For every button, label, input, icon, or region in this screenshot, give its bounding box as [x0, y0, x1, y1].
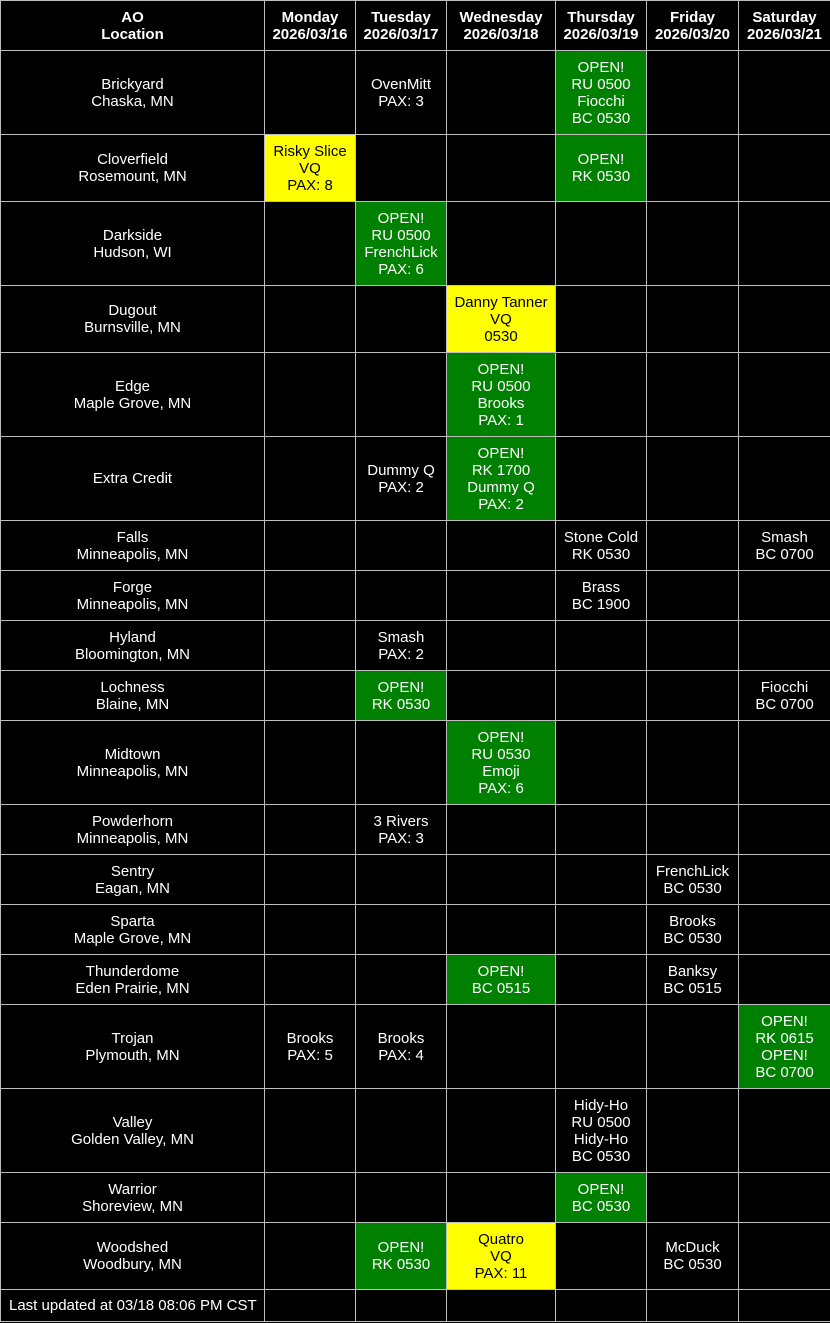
- empty-cell: [447, 521, 556, 571]
- empty-cell: [739, 905, 830, 955]
- table-row: [1, 1173, 830, 1223]
- empty-cell: [647, 1173, 739, 1223]
- cell-line: Emoji: [482, 762, 520, 780]
- schedule-cell-yellow: [447, 286, 556, 353]
- cell-line: PAX: 2: [478, 495, 524, 513]
- cell-line: OPEN!: [477, 728, 525, 746]
- cell-line: OvenMitt: [370, 75, 431, 93]
- cell-line: VQ: [299, 159, 321, 177]
- cell-line: BC 0700: [755, 545, 814, 563]
- table-row: [1, 905, 830, 955]
- empty-cell: [647, 353, 739, 437]
- cell-line: 2026/03/16: [272, 25, 348, 43]
- table-row: [1, 51, 830, 135]
- empty-cell: [356, 855, 447, 905]
- cell-line: RK 0615: [755, 1029, 814, 1047]
- cell-line: PAX: 3: [378, 92, 424, 110]
- empty-cell: [447, 1089, 556, 1173]
- cell-line: Maple Grove, MN: [73, 929, 192, 947]
- empty-cell: [265, 1223, 356, 1290]
- cell-line: VQ: [490, 310, 512, 328]
- empty-cell: [447, 135, 556, 202]
- schedule-cell-green: [356, 671, 447, 721]
- table-row: [1, 521, 830, 571]
- schedule-cell-green: [556, 1173, 647, 1223]
- schedule-cell-yellow: [447, 1223, 556, 1290]
- cell-line: OPEN!: [477, 962, 525, 980]
- empty-cell: [647, 621, 739, 671]
- schedule-cell-plain: [647, 1223, 739, 1290]
- cell-line: 2026/03/19: [563, 25, 639, 43]
- header-day-friday: [647, 1, 739, 51]
- ao-location-hyland: [1, 621, 265, 671]
- cell-line: PAX: 6: [378, 260, 424, 278]
- ao-location-sparta: [1, 905, 265, 955]
- cell-line: PAX: 11: [474, 1264, 528, 1282]
- empty-cell: [265, 571, 356, 621]
- empty-cell: [265, 955, 356, 1005]
- cell-line: OPEN!: [577, 1180, 625, 1198]
- cell-line: Brooks: [669, 912, 716, 930]
- empty-cell: [647, 1290, 739, 1322]
- empty-cell: [556, 437, 647, 521]
- table-row: [1, 135, 830, 202]
- empty-cell: [739, 955, 830, 1005]
- empty-cell: [356, 521, 447, 571]
- empty-cell: [356, 286, 447, 353]
- last-updated: Last updated at 03/18 08:06 PM CST: [1, 1290, 265, 1322]
- cell-line: Falls: [116, 528, 149, 546]
- ao-location-powderhorn: [1, 805, 265, 855]
- cell-line: OPEN!: [577, 58, 625, 76]
- cell-line: RK 1700: [471, 461, 531, 479]
- empty-cell: [739, 286, 830, 353]
- cell-line: OPEN!: [477, 360, 525, 378]
- table-row: [1, 955, 830, 1005]
- table-row: [1, 353, 830, 437]
- cell-line: Brooks: [477, 394, 525, 412]
- cell-line: Edge: [114, 377, 151, 395]
- cell-line: Warrior: [108, 1180, 157, 1198]
- cell-line: Bloomington, MN: [74, 645, 191, 663]
- cell-line: Trojan: [111, 1029, 154, 1047]
- empty-cell: [556, 955, 647, 1005]
- empty-cell: [556, 1290, 647, 1322]
- cell-line: Stone Cold: [563, 528, 639, 546]
- empty-cell: [739, 202, 830, 286]
- empty-cell: [265, 353, 356, 437]
- cell-line: Hidy-Ho: [573, 1096, 629, 1114]
- schedule-cell-green: [739, 1005, 830, 1089]
- cell-line: Fiocchi: [760, 678, 809, 696]
- empty-cell: [739, 135, 830, 202]
- cell-line: Sentry: [110, 862, 155, 880]
- cell-line: RU 0500: [471, 377, 531, 395]
- schedule-cell-green: [447, 353, 556, 437]
- empty-cell: [647, 521, 739, 571]
- header-day-wednesday: [447, 1, 556, 51]
- schedule-cell-plain: [356, 437, 447, 521]
- cell-line: Midtown: [104, 745, 161, 763]
- cell-line: BC 0700: [755, 695, 814, 713]
- empty-cell: [647, 286, 739, 353]
- cell-line: 2026/03/20: [654, 25, 731, 43]
- cell-line: OPEN!: [477, 444, 525, 462]
- empty-cell: [739, 1089, 830, 1173]
- cell-line: Valley: [112, 1113, 153, 1131]
- empty-cell: [647, 805, 739, 855]
- cell-line: BC 0515: [663, 979, 722, 997]
- cell-line: Minneapolis, MN: [76, 829, 189, 847]
- cell-line: Fiocchi: [577, 92, 625, 110]
- empty-cell: [647, 721, 739, 805]
- empty-cell: [447, 571, 556, 621]
- empty-cell: [647, 571, 739, 621]
- cell-line: OPEN!: [377, 678, 425, 696]
- cell-line: Brooks: [286, 1029, 334, 1047]
- empty-cell: [447, 1005, 556, 1089]
- cell-line: Lochness: [100, 678, 165, 696]
- header-row: [1, 1, 830, 51]
- cell-line: OPEN!: [761, 1046, 808, 1064]
- cell-line: PAX: 1: [478, 411, 524, 429]
- empty-cell: [647, 1005, 739, 1089]
- empty-cell: [556, 621, 647, 671]
- empty-cell: [447, 671, 556, 721]
- cell-line: PAX: 3: [378, 829, 424, 847]
- empty-cell: [447, 1173, 556, 1223]
- schedule-cell-plain: [265, 1005, 356, 1089]
- header-day-monday: [265, 1, 356, 51]
- empty-cell: [556, 1223, 647, 1290]
- table-row: [1, 621, 830, 671]
- empty-cell: [739, 571, 830, 621]
- cell-line: RK 0530: [371, 695, 431, 713]
- empty-cell: [556, 202, 647, 286]
- cell-line: Maple Grove, MN: [73, 394, 192, 412]
- table-row: [1, 1005, 830, 1089]
- header-day-tuesday: [356, 1, 447, 51]
- cell-line: Monday: [281, 8, 339, 26]
- schedule-cell-green: [556, 51, 647, 135]
- empty-cell: [265, 855, 356, 905]
- empty-cell: [265, 1290, 356, 1322]
- cell-line: Minneapolis, MN: [76, 595, 189, 613]
- ao-location-edge: [1, 353, 265, 437]
- cell-line: RK 0530: [571, 545, 631, 563]
- table-row: [1, 721, 830, 805]
- cell-line: Forge: [112, 578, 153, 596]
- schedule-cell-plain: [556, 571, 647, 621]
- cell-line: Woodbury, MN: [83, 1256, 182, 1273]
- empty-cell: [356, 1290, 447, 1322]
- cell-line: Smash: [377, 628, 425, 646]
- empty-cell: [647, 671, 739, 721]
- empty-cell: [356, 905, 447, 955]
- schedule-cell-green: [447, 955, 556, 1005]
- cell-line: Minneapolis, MN: [76, 762, 189, 780]
- empty-cell: [739, 437, 830, 521]
- cell-line: McDuck: [665, 1239, 720, 1256]
- empty-cell: [556, 1005, 647, 1089]
- cell-line: BC 0530: [571, 1197, 631, 1215]
- cell-line: Quatro: [478, 1230, 524, 1248]
- cell-line: Golden Valley, MN: [71, 1130, 194, 1148]
- cell-line: FrenchLick: [364, 243, 438, 261]
- schedule-cell-plain: [556, 1089, 647, 1173]
- cell-line: OPEN!: [377, 1239, 425, 1256]
- cell-line: Location: [101, 25, 164, 43]
- empty-cell: [265, 671, 356, 721]
- table-row: [1, 855, 830, 905]
- ao-location-extra-credit: [1, 437, 265, 521]
- empty-cell: [556, 905, 647, 955]
- empty-cell: [265, 1173, 356, 1223]
- cell-line: BC 0530: [571, 109, 631, 127]
- empty-cell: [647, 202, 739, 286]
- schedule-cell-plain: [647, 955, 739, 1005]
- empty-cell: [739, 721, 830, 805]
- cell-line: Hyland: [109, 628, 156, 646]
- empty-cell: [356, 135, 447, 202]
- schedule-cell-plain: [356, 805, 447, 855]
- empty-cell: [265, 437, 356, 521]
- cell-line: Banksy: [667, 962, 718, 980]
- cell-line: AO: [121, 8, 144, 26]
- empty-cell: [647, 51, 739, 135]
- empty-cell: [356, 571, 447, 621]
- schedule-cell-plain: [739, 671, 830, 721]
- cell-line: Eden Prairie, MN: [75, 979, 190, 997]
- cell-line: Tuesday: [371, 8, 431, 26]
- cell-line: 2026/03/21: [746, 25, 823, 43]
- schedule-cell-plain: [647, 905, 739, 955]
- cell-line: Saturday: [752, 8, 817, 26]
- cell-line: VQ: [490, 1247, 512, 1265]
- schedule-cell-plain: [739, 521, 830, 571]
- empty-cell: [739, 1173, 830, 1223]
- cell-line: BC 0530: [663, 929, 722, 947]
- cell-line: Minneapolis, MN: [76, 545, 189, 563]
- empty-cell: [265, 521, 356, 571]
- header-day-saturday: [739, 1, 830, 51]
- empty-cell: [739, 621, 830, 671]
- cell-line: Eagan, MN: [94, 879, 171, 897]
- cell-line: Woodshed: [96, 1239, 169, 1256]
- empty-cell: [265, 286, 356, 353]
- ao-location-midtown: [1, 721, 265, 805]
- empty-cell: [556, 721, 647, 805]
- cell-line: Shoreview, MN: [82, 1197, 183, 1215]
- cell-line: Brooks: [377, 1029, 425, 1047]
- cell-line: Friday: [669, 8, 715, 26]
- table-row: [1, 671, 830, 721]
- empty-cell: [265, 1089, 356, 1173]
- cell-line: Burnsville, MN: [84, 319, 181, 336]
- empty-cell: [447, 202, 556, 286]
- schedule-cell-green: [556, 135, 647, 202]
- cell-line: PAX: 4: [378, 1046, 424, 1064]
- empty-cell: [739, 1290, 830, 1322]
- cell-line: Danny Tanner: [454, 293, 548, 311]
- cell-line: Brickyard: [101, 75, 164, 93]
- cell-line: PAX: 2: [378, 478, 424, 496]
- schedule-cell-green: [356, 202, 447, 286]
- cell-line: BC 0700: [755, 1063, 814, 1081]
- empty-cell: [265, 905, 356, 955]
- empty-cell: [647, 135, 739, 202]
- ao-location-dugout: [1, 286, 265, 353]
- empty-cell: [556, 855, 647, 905]
- empty-cell: [447, 621, 556, 671]
- ao-location-woodshed: [1, 1223, 265, 1290]
- cell-line: Sparta: [110, 912, 155, 930]
- ao-location-forge: [1, 571, 265, 621]
- cell-line: Dummy Q: [367, 461, 435, 479]
- cell-line: Risky Slice: [273, 142, 347, 160]
- empty-cell: [739, 855, 830, 905]
- empty-cell: [647, 1089, 739, 1173]
- empty-cell: [556, 286, 647, 353]
- cell-line: Dugout: [108, 302, 157, 319]
- cell-line: 3 Rivers: [373, 812, 429, 830]
- table-row: [1, 437, 830, 521]
- schedule-cell-green: [447, 721, 556, 805]
- cell-line: OPEN!: [577, 151, 625, 168]
- empty-cell: [356, 955, 447, 1005]
- empty-cell: [739, 805, 830, 855]
- cell-line: RU 0500: [571, 75, 631, 93]
- cell-line: BC 0530: [571, 1147, 631, 1165]
- schedule-cell-green: [447, 437, 556, 521]
- ao-location-trojan: [1, 1005, 265, 1089]
- table-row: [1, 1089, 830, 1173]
- empty-cell: [356, 353, 447, 437]
- cell-line: Chaska, MN: [91, 92, 174, 110]
- cell-line: 2026/03/17: [363, 25, 439, 43]
- cell-line: RU 0500: [371, 226, 431, 244]
- schedule-cell-plain: [356, 621, 447, 671]
- cell-line: OPEN!: [761, 1012, 808, 1030]
- empty-cell: [447, 855, 556, 905]
- cell-line: Hudson, WI: [93, 243, 172, 261]
- cell-line: Rosemount, MN: [78, 168, 187, 185]
- empty-cell: [356, 1089, 447, 1173]
- cell-line: Dummy Q: [467, 478, 535, 496]
- empty-cell: [556, 805, 647, 855]
- cell-line: 0530: [484, 327, 518, 345]
- ao-location-sentry: [1, 855, 265, 905]
- table-row: [1, 286, 830, 353]
- cell-line: Brass: [581, 578, 621, 596]
- empty-cell: [265, 202, 356, 286]
- cell-line: Blaine, MN: [95, 695, 170, 713]
- empty-cell: [647, 437, 739, 521]
- cell-line: BC 0530: [663, 879, 722, 897]
- footer-row: [1, 1290, 830, 1322]
- cell-line: Thursday: [567, 8, 635, 26]
- empty-cell: [739, 353, 830, 437]
- cell-line: RU 0500: [571, 1113, 631, 1131]
- schedule-cell-plain: [647, 855, 739, 905]
- schedule-cell-green: [356, 1223, 447, 1290]
- ao-location-cloverfield: [1, 135, 265, 202]
- cell-line: PAX: 5: [287, 1046, 333, 1064]
- cell-line: FrenchLick: [655, 862, 730, 880]
- ao-location-falls: [1, 521, 265, 571]
- table-row: [1, 202, 830, 286]
- empty-cell: [556, 671, 647, 721]
- empty-cell: [739, 51, 830, 135]
- cell-line: PAX: 2: [378, 645, 424, 663]
- empty-cell: [447, 51, 556, 135]
- schedule-cell-plain: [356, 1005, 447, 1089]
- empty-cell: [265, 51, 356, 135]
- cell-line: BC 0515: [471, 979, 531, 997]
- cell-line: RK 0530: [571, 168, 631, 185]
- cell-line: Thunderdome: [85, 962, 180, 980]
- empty-cell: [739, 1223, 830, 1290]
- schedule-cell-plain: [356, 51, 447, 135]
- empty-cell: [265, 805, 356, 855]
- header-day-thursday: [556, 1, 647, 51]
- empty-cell: [265, 721, 356, 805]
- header-location: [1, 1, 265, 51]
- cell-line: Smash: [761, 528, 808, 546]
- cell-line: Plymouth, MN: [85, 1046, 180, 1064]
- cell-line: PAX: 8: [287, 176, 333, 194]
- ao-location-thunderdome: [1, 955, 265, 1005]
- ao-location-valley: [1, 1089, 265, 1173]
- empty-cell: [447, 805, 556, 855]
- empty-cell: [447, 905, 556, 955]
- cell-line: Cloverfield: [97, 151, 168, 168]
- cell-line: RU 0530: [471, 745, 531, 763]
- cell-line: 2026/03/18: [463, 25, 539, 43]
- ao-location-warrior: [1, 1173, 265, 1223]
- table-row: [1, 1223, 830, 1290]
- cell-line: PAX: 6: [478, 779, 524, 797]
- schedule-cell-yellow: [265, 135, 356, 202]
- cell-line: BC 0530: [663, 1256, 722, 1273]
- cell-line: Hidy-Ho: [573, 1130, 629, 1148]
- cell-line: Wednesday: [459, 8, 543, 26]
- ao-location-brickyard: [1, 51, 265, 135]
- cell-line: BC 1900: [571, 595, 631, 613]
- schedule-cell-plain: [556, 521, 647, 571]
- cell-line: Extra Credit: [92, 470, 173, 487]
- cell-line: OPEN!: [377, 209, 425, 227]
- empty-cell: [447, 1290, 556, 1322]
- empty-cell: [265, 621, 356, 671]
- cell-line: Darkside: [102, 226, 163, 244]
- table-row: [1, 571, 830, 621]
- cell-line: RK 0530: [371, 1256, 431, 1273]
- empty-cell: [356, 1173, 447, 1223]
- empty-cell: [356, 721, 447, 805]
- ao-location-darkside: [1, 202, 265, 286]
- ao-location-lochness: [1, 671, 265, 721]
- cell-line: Powderhorn: [92, 812, 173, 830]
- empty-cell: [556, 353, 647, 437]
- table-row: [1, 805, 830, 855]
